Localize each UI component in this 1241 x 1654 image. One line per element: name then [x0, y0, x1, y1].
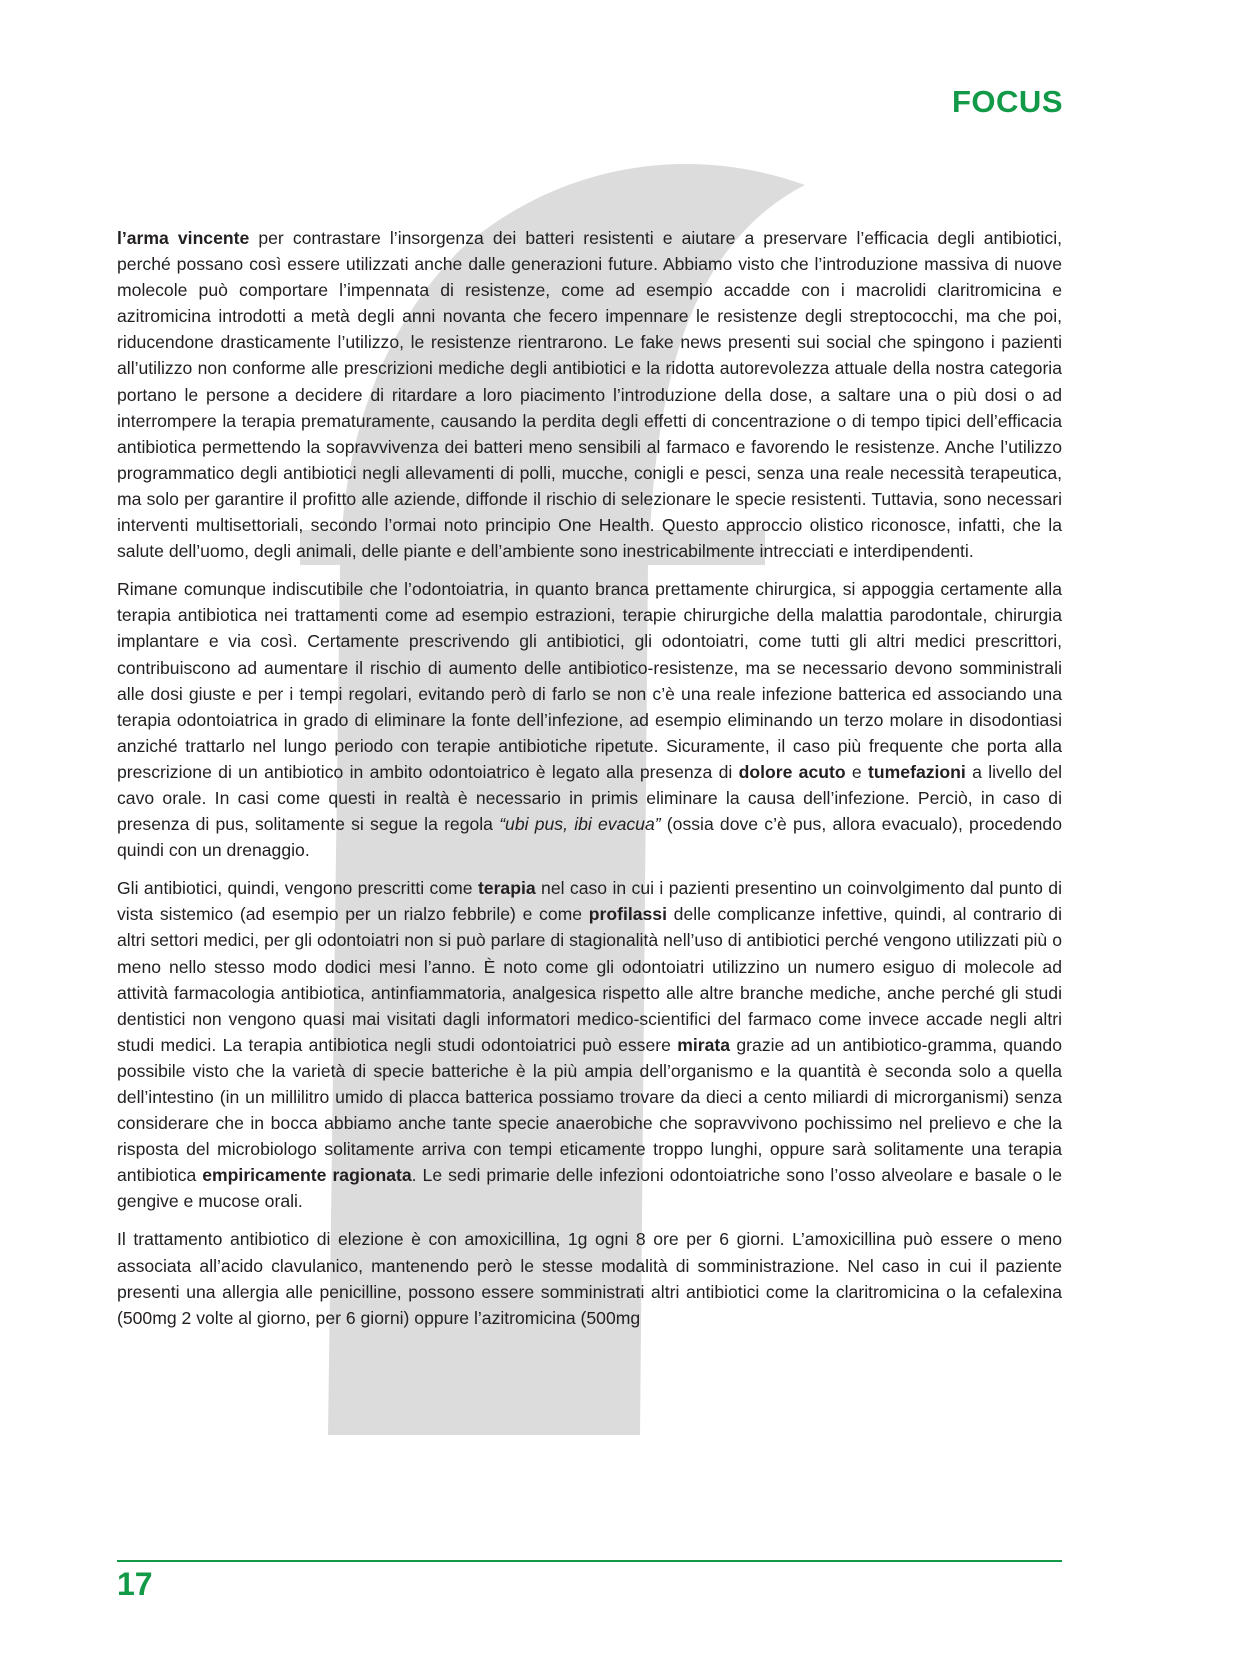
text-run: delle complicanze infettive, quindi, al contrario di altri settori medici, per gli odontoiatri non si può parlare di stagionalità nell’uso di antibiotici perché vengono utilizzati più o meno nello stesso modo dodici mesi l’anno. È noto come gli odontoiatri utilizzino un numero esiguo di molecole ad attività farmacologia antibiotica, antinfiammatoria, analgesica rispetto alle altre branche mediche, anche perché gli studi dentistici non vengono quasi mai visitati dagli informatori medico-scientifici del farmaco come invece accade negli altri studi medici. La terapia antibiotica negli studi odontoiatrici può essere — [117, 904, 1062, 1055]
page-number: 17 — [117, 1566, 153, 1602]
body-paragraph — [117, 225, 1062, 564]
text-run: a livello del cavo orale. In casi come questi in realtà è necessario in primis eliminare la causa dell’infezione. Perciò, in caso di presenza di pus, solitamente si segue la regola — [117, 761, 1063, 835]
footer-divider — [117, 1560, 1062, 1562]
text-run: grazie ad un antibiotico-gramma, quando possibile visto che la varietà di specie batteriche è la più ampia dell’organismo e la quantità è seconda solo a quella dell’intestino (in un millilitro umido di placca batterica possiamo trovare da dieci a cento miliardi di microrganismi) senza considerare che in bocca abbiamo anche tante specie anaerobiche che sopravvivono pochissimo nel prelievo e che la risposta del microbiologo solitamente arriva con tempi eticamente troppo lunghi, oppure sarà solitamente una terapia antibiotica — [117, 1034, 1062, 1186]
bold-text: terapia — [477, 878, 536, 899]
text-run: per contrastare l’insorgenza dei batteri resistenti e aiutare a preservare l’efficacia degli antibiotici, perché possano così essere utilizzati anche dalle generazioni future. Abbiamo visto che l’introduzione massiva di nuove molecole può comportare l’impennata di resistenze, come ad esempio accadde con i macrolidi claritromicina e azitromicina introdotti a metà degli anni novanta che fecero impennare le resistenze degli streptococchi, ma che poi, riducendone drasticamente l’utilizzo, le resistenze rientrarono. Le fake news presenti sui social che spingono i pazienti all’utilizzo non conforme alle prescrizioni mediche degli antibiotici e la ridotta autorevolezza attuale della nostra categoria portano le persone a decidere di ritardare a loro piacimento l’introduzione della dose, a saltare una o più dosi o ad interrompere la terapia prematuramente, causando la perdita degli effetti di concentrazione o di tempo tipici dell’efficacia antibiotica permettendo la sopravvivenza dei batteri meno sensibili al farmaco e favorendo le resistenze. Anche l’utilizzo programmatico degli antibiotici negli allevamenti di polli, mucche, conigli e pesci, senza una reale necessità terapeutica, ma solo per garantire il profitto alle aziende, diffonde il rischio di selezionare le specie resistenti. Tuttavia, sono necessari interventi multisettoriali, secondo l’ormai noto principio One Health. Questo approccio olistico riconosce, infatti, che la salute dell’uomo, degli animali, delle piante e dell’ambiente sono inestricabilmente intrecciati e interdipendenti. — [117, 228, 1063, 562]
text-run: Rimane comunque indiscutibile che l’odontoiatria, in quanto branca prettamente chirurgica, si appoggia certamente alla terapia antibiotica nei trattamenti come ad esempio estrazioni, terapie chirurgiche della malattia parodontale, chirurgia implantare e via così. Certamente prescrivendo gli antibiotici, gli odontoiatri, come tutti gli altri medici prescrittori, contribuiscono ad aumentare il rischio di aumento delle antibiotico-resistenze, ma se necessario devono somministrali alle dosi giuste e per i tempi regolari, evitando però di farlo se non c’è una reale infezione batterica ed associando una terapia odontoiatrica in grado di eliminare la fonte dell’infezione, ad esempio eliminando un terzo molare in disodontiasi anziché trattarlo nel lungo periodo con terapie antibiotiche ripetute. Sicuramente, il caso più frequente che porta alla prescrizione di un antibiotico in ambito odontoiatrico è legato alla presenza di — [117, 579, 1062, 782]
body-paragraph — [117, 1226, 1062, 1330]
bold-text: tumefazioni — [868, 761, 966, 782]
bold-text: profilassi — [588, 904, 667, 925]
body-paragraph — [117, 875, 1062, 1214]
text-run: Gli antibiotici, quindi, vengono prescritti come — [117, 878, 478, 899]
italic-text: “ubi pus, ibi evacua” — [499, 814, 661, 835]
text-run: (ossia dove c’è pus, allora evacualo), procedendo quindi con un drenaggio. — [117, 814, 1062, 861]
body-paragraph — [117, 576, 1062, 863]
bold-text: dolore acuto — [738, 761, 846, 782]
text-run: nel caso in cui i pazienti presentino un coinvolgimento dal punto di vista sistemico (ad esempio per un rialzo febbrile) e come — [117, 878, 1062, 925]
bold-text: l’arma vincente — [117, 228, 250, 248]
text-run: Il trattamento antibiotico di elezione è con amoxicillina, 1g ogni 8 ore per 6 giorni. L’amoxicillina può essere o meno associata all’acido clavulanico, mantenendo però le stesse modalità di somministrazione. Nel caso in cui il paziente presenti una allergia alle penicilline, possono essere somministrati altri antibiotici come la claritromicina o la cefalexina (500mg 2 volte al giorno, per 6 giorni) oppure l’azitromicina (500mg — [117, 1229, 1062, 1328]
bold-text: empiricamente ragionata — [202, 1165, 412, 1186]
bold-text: mirata — [677, 1034, 731, 1055]
text-run: e — [845, 761, 869, 782]
article-body — [117, 225, 1062, 1343]
text-run: . Le sedi primarie delle infezioni odontoiatriche sono l’osso alveolare e basale o le gengive e mucose orali. — [117, 1165, 1062, 1212]
section-header: FOCUS — [952, 84, 1063, 119]
